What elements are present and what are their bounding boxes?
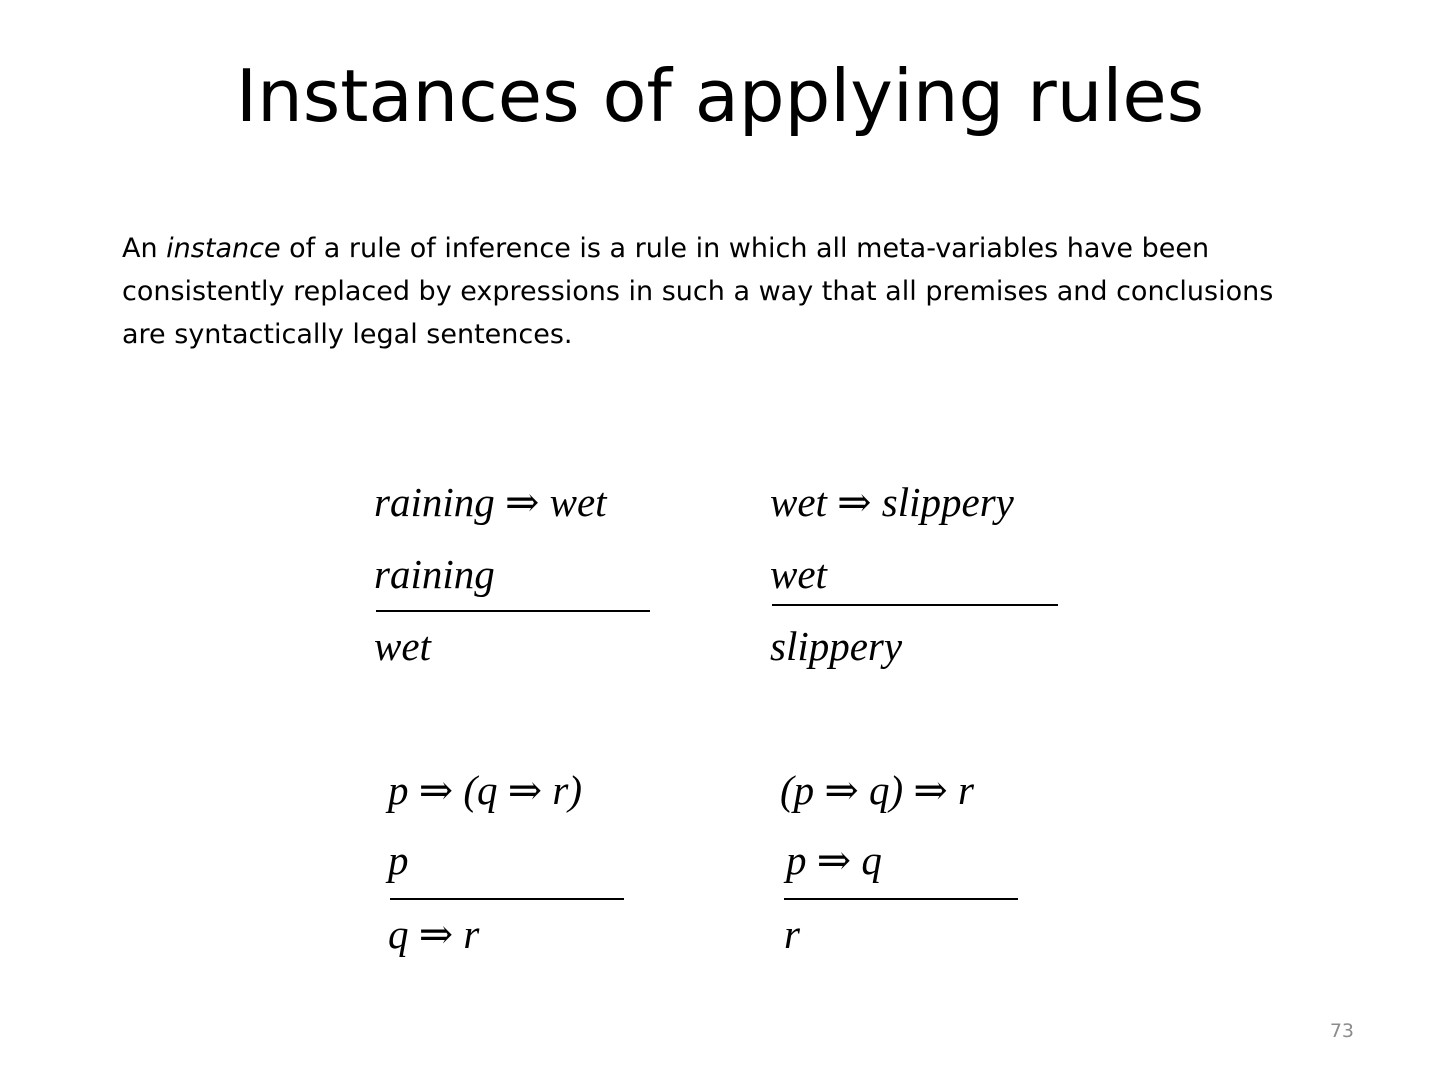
rule-premise-2: p <box>388 837 409 883</box>
rule-conclusion: wet <box>374 623 431 669</box>
slide-title: Instances of applying rules <box>235 54 1205 138</box>
rule-conclusion: slippery <box>770 623 903 669</box>
definition-suffix: of a rule of inference is a rule in which all meta-variables have been consistently replaced by expressions in such a way that all premises and conclusions are syntactically legal sentences. <box>122 233 1274 350</box>
definition-emphasis: instance <box>166 233 281 264</box>
rule-conclusion: q ⇒ r <box>388 911 480 957</box>
rule-conclusion: r <box>784 911 800 957</box>
rule-inference-bar <box>784 898 1018 900</box>
rule-premise-1: wet ⇒ slippery <box>770 479 1014 525</box>
rule-premise-2: raining <box>374 551 495 597</box>
rule-inference-bar <box>772 604 1058 606</box>
page-number: 73 <box>1329 1020 1354 1042</box>
rule-premise-2: wet <box>770 551 827 597</box>
rule-premise-1: (p ⇒ q) ⇒ r <box>780 767 974 813</box>
rule-inference-bar <box>390 898 624 900</box>
definition-prefix: An <box>122 233 167 264</box>
definition-paragraph <box>122 227 1312 356</box>
rule-premise-2: p ⇒ q <box>786 837 882 883</box>
rule-premise-1: raining ⇒ wet <box>374 479 607 525</box>
rule-inference-bar <box>376 610 650 612</box>
rule-premise-1: p ⇒ (q ⇒ r) <box>388 767 582 813</box>
